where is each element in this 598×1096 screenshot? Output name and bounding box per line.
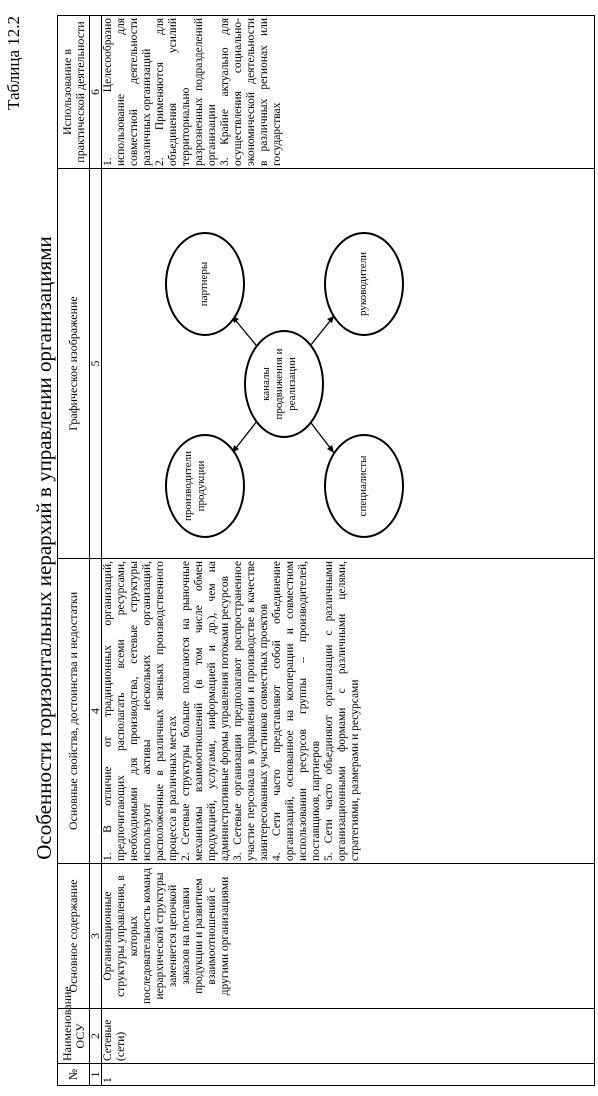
table-caption: Таблица 12.2 — [4, 16, 23, 110]
managers-label: руководители — [357, 252, 369, 316]
table-row — [102, 16, 595, 1086]
property-item: 3. Сетевые организации предполагают распространенное участие персонала в управлении и производстве в качестве заинтересованных участников совместных проектов — [232, 561, 270, 861]
property-item: 5. Сети часто объединяют организации с различными организационными формами с различными целями, стратегиями, размерами и ресурсами — [323, 561, 361, 861]
usage-item: 3. Крайне актуально для осуществления социально-экономической деятельности в различных регионах или государствах — [219, 18, 283, 166]
header-number: № — [58, 1064, 90, 1086]
org-structures-table — [57, 15, 595, 1086]
page-title: Особенности горизонтальных иерархий в управлении организациями — [32, 236, 56, 860]
specialists-label: специалисты — [357, 455, 369, 517]
partners-label: партнеры — [198, 261, 210, 307]
usage-item: 2. Применяются для объединения усилий территориально разрозненных подразделений организации — [154, 18, 218, 166]
property-item: 1. В отличие от традиционных организаций, предпочитающих располагать всеми ресурсами, необходимыми для производства, сетевые структуры используют активы нескольких организаций, расположенные в различных звеньях производственного процесса в различных местах — [102, 561, 179, 861]
column-number: 4 — [90, 559, 102, 864]
row-diagram-cell — [102, 169, 595, 559]
column-number: 1 — [90, 1064, 102, 1086]
header-row — [58, 16, 90, 1086]
row-name: Сетевые (сети) — [102, 1009, 595, 1064]
column-number: 6 — [90, 16, 102, 169]
row-usage — [102, 16, 595, 169]
column-number: 5 — [90, 169, 102, 559]
row-number: 1 — [102, 1064, 595, 1086]
column-number-row — [90, 16, 102, 1086]
header-usage: Использование в практической деятельности — [58, 16, 90, 169]
network-diagram — [102, 170, 590, 556]
usage-item: 1. Целесообразно использование для совместной деятельности различных организаций — [102, 18, 153, 166]
property-item: 2. Сетевые структуры больше полагаются на рыночные механизмы взаимоотношений (в том числе обмен продукцией, услугами, информацией и др.), чем на административные формы управления потоками ресурсов — [180, 561, 231, 861]
property-item: 4. Сети часто представляют собой объединение организаций, основанное на кооперации и совместном использовании ресурсов группы – производителей, поставщиков, партнеров — [271, 561, 322, 861]
header-content: Основное содержание — [58, 864, 90, 1009]
header-properties: Основные свойства, достоинства и недостатки — [58, 559, 90, 864]
header-name: Наименование ОСУ — [58, 1009, 90, 1064]
header-graphic: Графическое изображение — [58, 169, 90, 559]
row-content: Организационные структуры управления, в которых последовательность команд иерархической структуры заменяется цепочкой заказов на поставки продукции и развитием взаимоотношений с другими организациями — [102, 864, 595, 1009]
channels-label: каналы продвижения и реализации — [260, 348, 298, 420]
column-number: 2 — [90, 1009, 102, 1064]
producers-label: производители продукции — [182, 451, 207, 521]
row-properties — [102, 559, 595, 864]
column-number: 3 — [90, 864, 102, 1009]
